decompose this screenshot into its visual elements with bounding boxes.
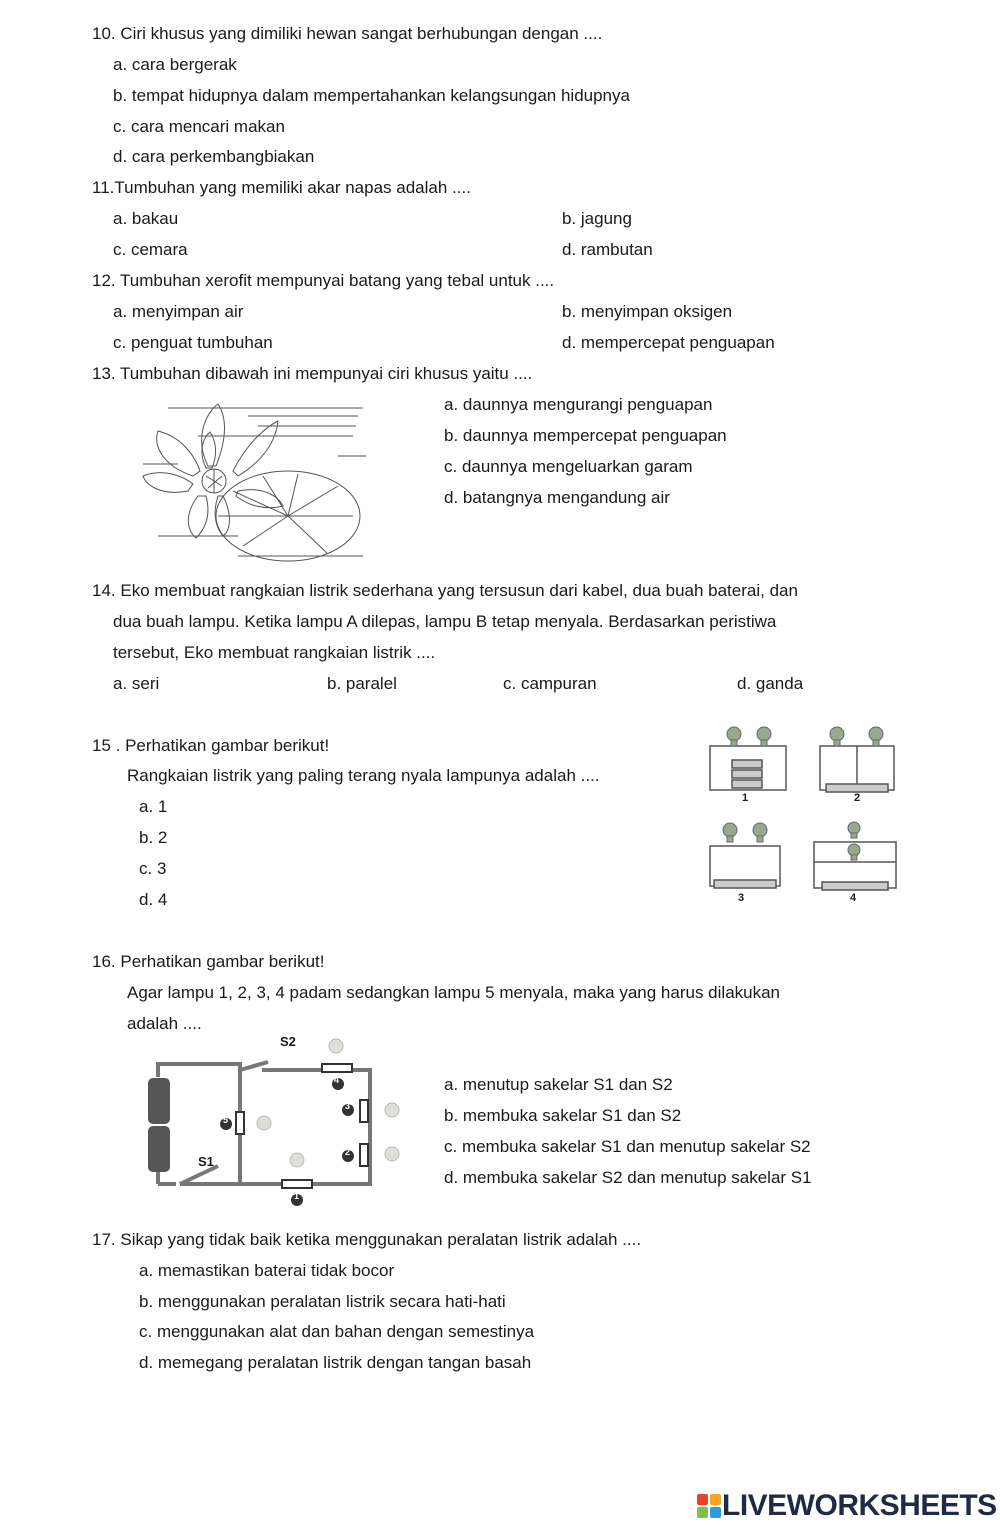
q16-option-a[interactable]: a. menutup sakelar S1 dan S2 [444,1075,673,1094]
q14-option-a[interactable]: a. seri [113,674,160,693]
q10-question: 10. Ciri khusus yang dimiliki hewan sangat berhubungan dengan .... [92,24,603,43]
switch-s1-label: S1 [198,1154,214,1169]
q10-option-d[interactable]: d. cara perkembangbiakan [113,147,315,166]
q14-option-d[interactable]: d. ganda [737,674,804,693]
circuit-label-1: 1 [742,792,749,804]
q10-option-b[interactable]: b. tempat hidupnya dalam mempertahankan kelangsungan hidupnya [113,86,630,105]
q15-question: 15 . Perhatikan gambar berikut! [92,736,330,755]
liveworksheets-logo-icon [696,1493,722,1519]
q14-question-line2: dua buah lampu. Ketika lampu A dilepas, lampu B tetap menyala. Berdasarkan peristiwa [113,612,777,631]
q14-option-b[interactable]: b. paralel [327,674,397,693]
q13-question: 13. Tumbuhan dibawah ini mempunyai ciri khusus yaitu .... [92,364,533,383]
q14-question-line1: 14. Eko membuat rangkaian listrik sederhana yang tersusun dari kabel, dua buah baterai, dan [92,581,798,600]
q11-option-b[interactable]: b. jagung [562,209,632,228]
q15-circuits-figure [704,716,900,906]
lamp-2-label: 2 [345,1147,351,1157]
liveworksheets-logo-text: LIVEWORKSHEETS [722,1489,997,1522]
q10-option-c[interactable]: c. cara mencari makan [113,117,285,136]
q17-option-a[interactable]: a. memastikan baterai tidak bocor [139,1261,395,1280]
lamp-4-label: 4 [334,1075,340,1085]
q14-option-c[interactable]: c. campuran [503,674,597,693]
water-lily-illustration [138,396,368,564]
q15-option-a[interactable]: a. 1 [139,797,168,816]
q12-option-d[interactable]: d. mempercepat penguapan [562,333,775,352]
lamp-5-label: 5 [223,1115,229,1125]
q11-question: 11.Tumbuhan yang memiliki akar napas adalah .... [92,178,471,197]
q17-option-c[interactable]: c. menggunakan alat dan bahan dengan semestinya [139,1322,535,1341]
q16-prompt-line1: Agar lampu 1, 2, 3, 4 padam sedangkan lampu 5 menyala, maka yang harus dilakukan [127,983,781,1002]
q10-option-a[interactable]: a. cara bergerak [113,55,237,74]
q16-question: 16. Perhatikan gambar berikut! [92,952,325,971]
q13-option-b[interactable]: b. daunnya mempercepat penguapan [444,426,727,445]
q17-option-d[interactable]: d. memegang peralatan listrik dengan tangan basah [139,1353,532,1372]
q15-option-c[interactable]: c. 3 [139,859,167,878]
q11-option-c[interactable]: c. cemara [113,240,188,259]
q15-option-b[interactable]: b. 2 [139,828,168,847]
q12-option-a[interactable]: a. menyimpan air [113,302,244,321]
q16-option-c[interactable]: c. membuka sakelar S1 dan menutup sakelar S2 [444,1137,811,1156]
q12-option-b[interactable]: b. menyimpan oksigen [562,302,733,321]
q13-option-a[interactable]: a. daunnya mengurangi penguapan [444,395,713,414]
q12-question: 12. Tumbuhan xerofit mempunyai batang yang tebal untuk .... [92,271,555,290]
lamp-3-label: 3 [345,1101,351,1111]
q14-question-line3: tersebut, Eko membuat rangkaian listrik .... [113,643,436,662]
q16-circuit-figure [140,1032,410,1210]
circuit-label-4: 4 [850,892,857,904]
q16-option-b[interactable]: b. membuka sakelar S1 dan S2 [444,1106,682,1125]
q11-option-a[interactable]: a. bakau [113,209,179,228]
q17-option-b[interactable]: b. menggunakan peralatan listrik secara hati-hati [139,1292,506,1311]
q17-question: 17. Sikap yang tidak baik ketika menggunakan peralatan listrik adalah .... [92,1230,642,1249]
q13-option-d[interactable]: d. batangnya mengandung air [444,488,670,507]
q16-option-d[interactable]: d. membuka sakelar S2 dan menutup sakelar S1 [444,1168,812,1187]
circuit-label-2: 2 [854,792,861,804]
circuit-label-3: 3 [738,892,745,904]
q13-option-c[interactable]: c. daunnya mengeluarkan garam [444,457,693,476]
lamp-1-label: 1 [294,1191,300,1201]
q12-option-c[interactable]: c. penguat tumbuhan [113,333,273,352]
switch-s2-label: S2 [280,1034,296,1049]
q15-prompt: Rangkaian listrik yang paling terang nyala lampunya adalah .... [127,766,600,785]
liveworksheets-logo[interactable] [696,1490,997,1522]
q11-option-d[interactable]: d. rambutan [562,240,653,259]
q16-prompt-line2: adalah .... [127,1014,202,1033]
q15-option-d[interactable]: d. 4 [139,890,168,909]
